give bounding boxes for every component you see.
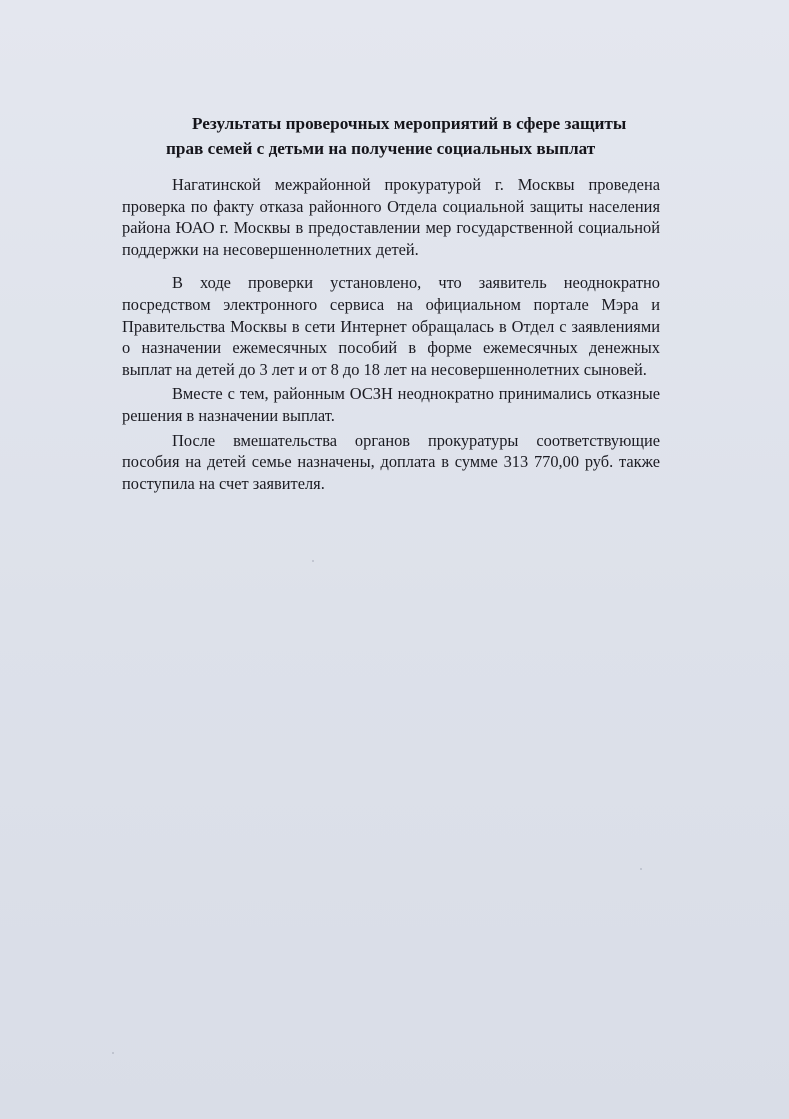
- paragraph-findings: В ходе проверки установлено, что заявитель неоднократно посредством электронного сервиса на официальном портале Мэра и Правительства Москвы в сети Интернет обращалась в Отдел с заявлениями о назначении ежемесячных пособий в форме ежемесячных денежных выплат на детей до 3 лет и от 8 до 18 лет на несовершеннолетних сыновей.: [122, 273, 660, 379]
- scan-speck: [112, 1052, 114, 1054]
- document-title: [160, 111, 660, 161]
- paragraph-outcome: После вмешательства органов прокуратуры соответствующие пособия на детей семье назначены, доплата в сумме 313 770,00 руб. также поступила на счет заявителя.: [122, 430, 660, 493]
- title-line-2: прав семей с детьми на получение социальных выплат: [166, 139, 596, 158]
- document-body: [122, 174, 660, 494]
- paragraph-refusals: Вместе с тем, районным ОСЗН неоднократно принимались отказные решения в назначении выплат.: [122, 384, 660, 425]
- scan-speck: [312, 560, 314, 562]
- title-line-1: Результаты проверочных мероприятий в сфере защиты: [192, 114, 627, 133]
- scan-speck: [640, 868, 642, 870]
- paragraph-inspection: Нагатинской межрайонной прокуратурой г. Москвы проведена проверка по факту отказа районного Отдела социальной защиты населения района ЮАО г. Москвы в предоставлении мер государственной социальной поддержки на несовершеннолетних детей.: [122, 175, 660, 259]
